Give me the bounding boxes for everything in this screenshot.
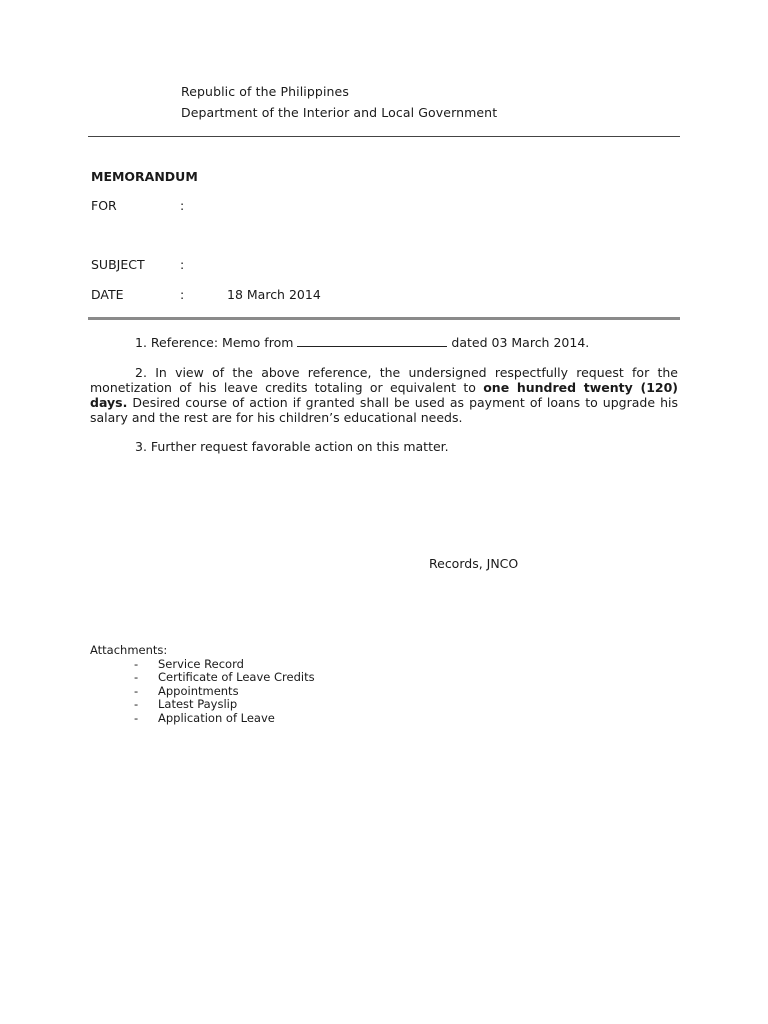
attachment-item	[90, 670, 315, 685]
field-for-colon: :	[180, 198, 185, 213]
request-text: 2. In view of the above reference, the undersigned respectfully request for the monetization of his leave credits totaling or equivalent to	[90, 365, 678, 395]
paragraph-reference	[90, 335, 678, 350]
attachment-label: Service Record	[158, 656, 244, 671]
paragraph-request	[90, 365, 678, 425]
attachment-item	[90, 710, 275, 726]
field-subject-label: SUBJECT	[91, 257, 145, 272]
attachment-label: Appointments	[158, 683, 239, 698]
body-divider	[88, 317, 680, 320]
attachment-dash: -	[134, 697, 139, 712]
field-subject	[91, 257, 681, 275]
attachment-label: Latest Payslip	[158, 697, 238, 712]
attachment-dash: -	[134, 670, 139, 685]
field-date	[91, 287, 681, 305]
attachment-dash: -	[134, 710, 139, 725]
field-for-label: FOR	[91, 198, 117, 213]
attachment-item	[90, 656, 244, 672]
attachments	[90, 643, 315, 726]
reference-text: 1. Reference: Memo from	[135, 335, 294, 350]
header-divider	[88, 136, 680, 137]
request-days-bold: one hundred twenty (120) days.	[90, 380, 679, 410]
field-subject-colon: :	[180, 257, 185, 272]
field-date-label: DATE	[91, 287, 124, 302]
header-department: Department of the Interior and Local Government	[181, 105, 498, 120]
request-purpose-text: Desired course of action if granted shall be used as payment of loans to upgrade his salary and the rest are for his children’s educational needs.	[90, 395, 678, 425]
attachment-label: Certificate of Leave Credits	[158, 670, 315, 685]
attachment-dash: -	[134, 656, 139, 671]
signer: Records, JNCO	[429, 556, 519, 571]
attachment-dash: -	[134, 683, 139, 698]
field-for	[91, 198, 681, 216]
header-republic: Republic of the Philippines	[181, 84, 349, 99]
field-date-colon: :	[180, 287, 185, 302]
attachments-heading: Attachments:	[90, 643, 168, 657]
attachment-item	[90, 697, 238, 712]
memo-title: MEMORANDUM	[91, 169, 198, 184]
field-date-value: 18 March 2014	[227, 287, 321, 302]
reference-date-text: dated 03 March 2014.	[451, 335, 590, 350]
attachment-label: Application of Leave	[158, 710, 275, 725]
reference-blank-line	[297, 335, 447, 347]
letterhead	[181, 81, 497, 123]
paragraph-closing: 3. Further request favorable action on this matter.	[135, 439, 449, 454]
attachment-item	[90, 683, 239, 699]
